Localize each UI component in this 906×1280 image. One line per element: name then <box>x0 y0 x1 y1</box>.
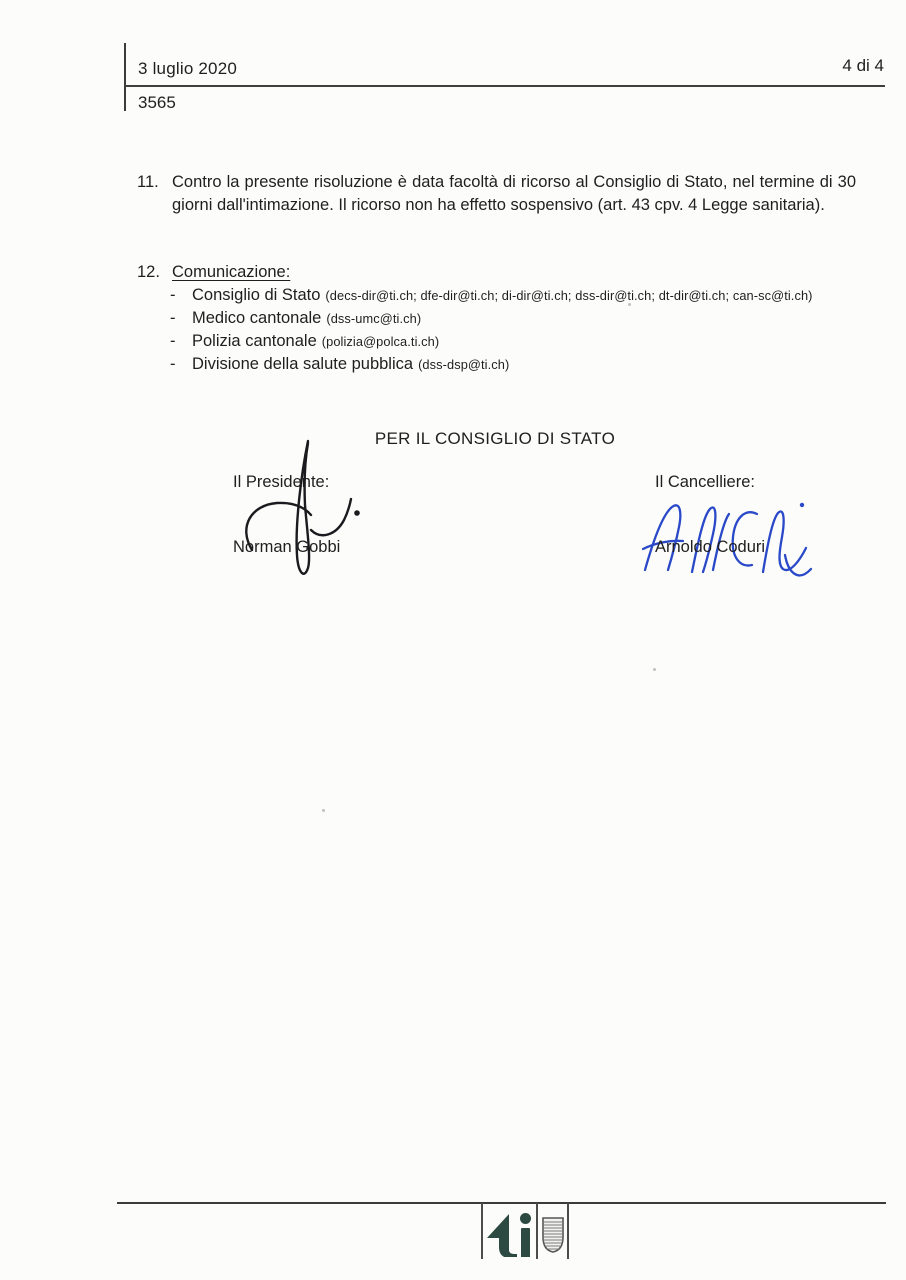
item-text: Contro la presente risoluzione è data facoltà di ricorso al Consiglio di Stato, nel termine di 30 giorni dall'intimazione. Il ricorso non ha effetto sospensivo (art. 43 cpv. 4 Legge sanitaria). <box>172 173 856 214</box>
header-left-rule <box>124 43 126 111</box>
scan-speckle <box>653 668 656 671</box>
recipient-emails: (dss-dsp@ti.ch) <box>418 357 510 372</box>
scan-speckle <box>322 809 325 812</box>
list-item <box>170 309 813 332</box>
communication-heading: Comunicazione: <box>172 263 291 281</box>
footer-divider <box>536 1203 538 1259</box>
protocol-number: 3565 <box>138 93 176 112</box>
list-item <box>170 286 813 309</box>
ticino-coat-of-arms-icon <box>541 1216 565 1254</box>
chancellor-label: Il Cancelliere: <box>655 473 755 491</box>
footer-divider <box>481 1203 483 1259</box>
list-item <box>170 332 813 355</box>
signature-block-title: PER IL CONSIGLIO DI STATO <box>374 429 616 448</box>
bullet-dash: - <box>170 286 176 304</box>
footer-divider <box>567 1203 569 1259</box>
president-label: Il Presidente: <box>233 473 330 491</box>
recipient-label: Medico cantonale <box>192 309 322 327</box>
chancellor-name: Arnoldo Coduri <box>655 538 766 556</box>
ticino-ti-logo-icon <box>486 1211 534 1257</box>
list-item <box>170 355 813 378</box>
president-name: Norman Gobbi <box>233 538 341 556</box>
recipient-label: Consiglio di Stato <box>192 286 321 304</box>
recipient-emails: (polizia@polca.ti.ch) <box>321 334 440 349</box>
recipient-label: Divisione della salute pubblica <box>192 355 414 373</box>
bullet-dash: - <box>170 332 176 350</box>
document-date: 3 luglio 2020 <box>138 59 238 78</box>
recipient-emails: (decs-dir@ti.ch; dfe-dir@ti.ch; di-dir@ti.ch; dss-dir@ti.ch; dt-dir@ti.ch; can-sc@ti.ch) <box>325 288 813 303</box>
header-rule <box>124 85 885 87</box>
recipient-label: Polizia cantonale <box>192 332 317 350</box>
resolution-item-12 <box>137 261 290 284</box>
footer-rule <box>117 1202 886 1204</box>
bullet-dash: - <box>170 355 176 373</box>
scan-speckle <box>628 303 631 306</box>
item-number: 11. <box>137 173 159 191</box>
resolution-item-11 <box>137 171 857 217</box>
bullet-dash: - <box>170 309 176 327</box>
recipient-emails: (dss-umc@ti.ch) <box>326 311 422 326</box>
president-signature-icon <box>225 432 370 584</box>
page-number: 4 di 4 <box>842 56 884 75</box>
communication-list <box>170 286 813 378</box>
item-number: 12. <box>137 263 160 281</box>
